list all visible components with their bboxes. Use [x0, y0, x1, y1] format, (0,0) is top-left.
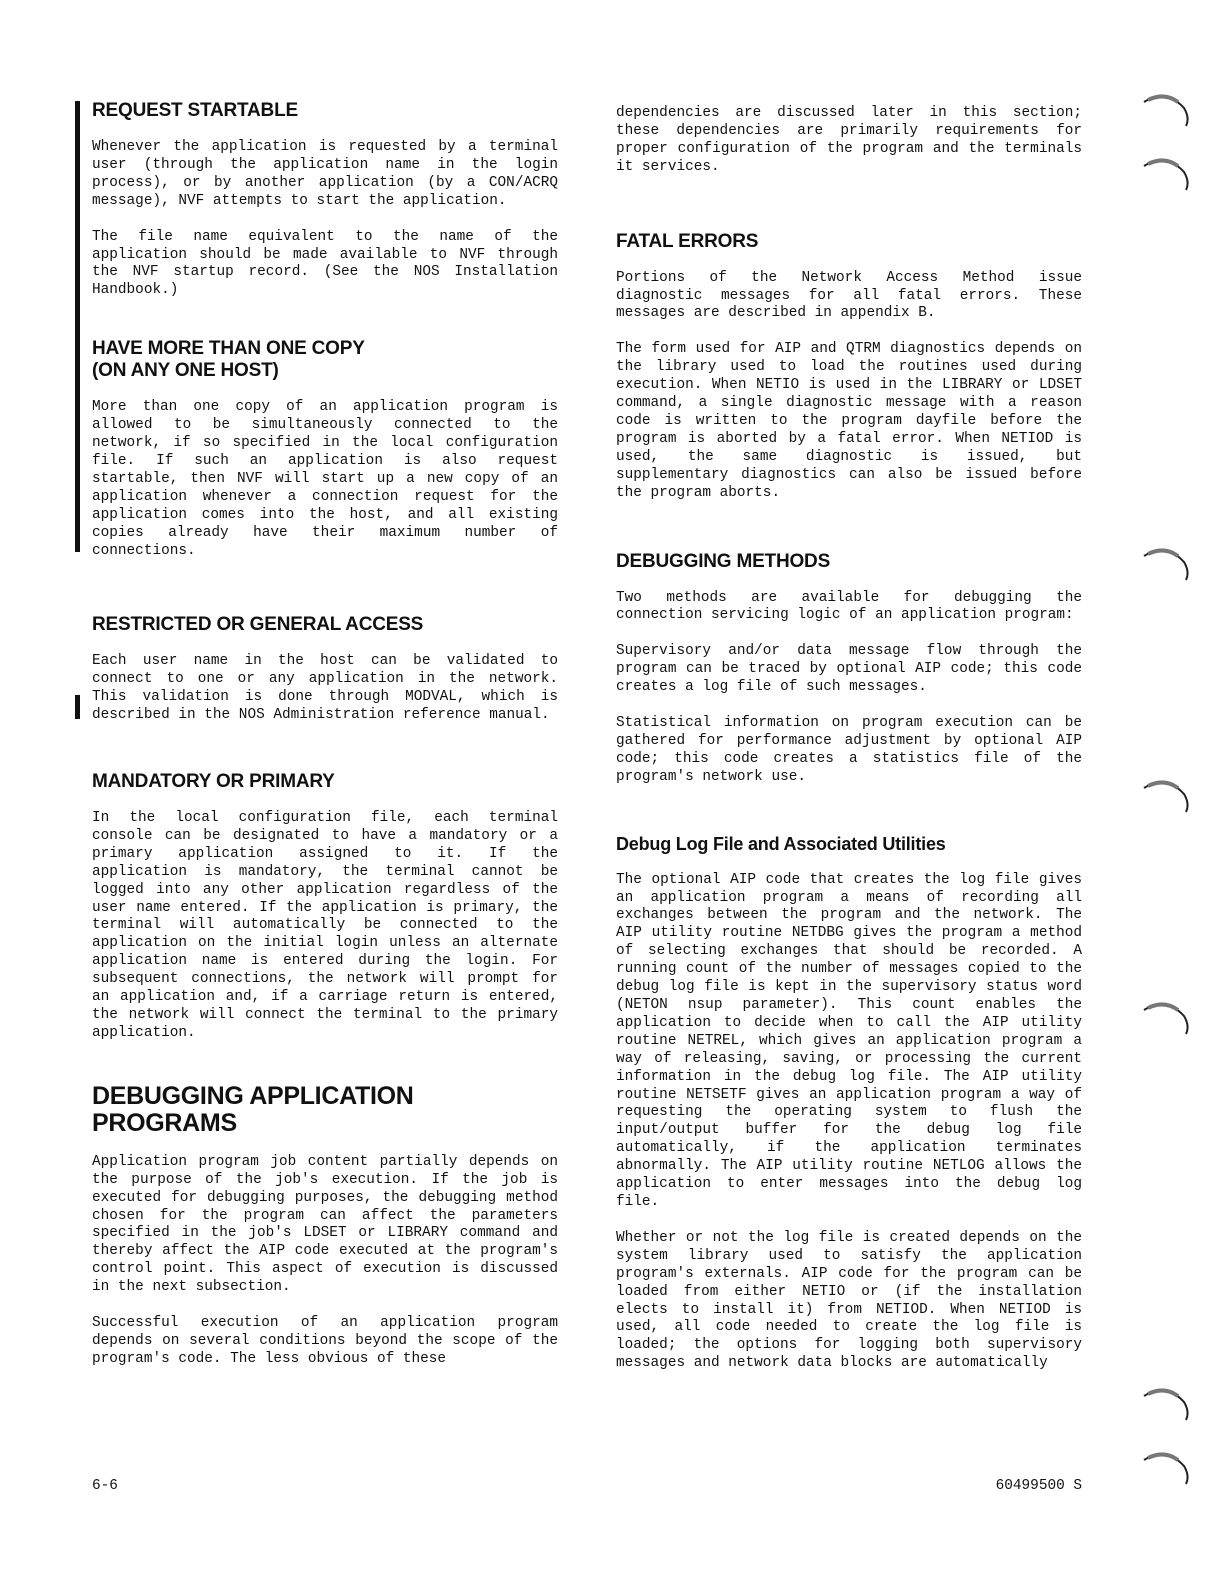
heading-line: (ON ANY ONE HOST): [92, 360, 279, 382]
paragraph: Application program job content partially depends on the purpose of the job's execution. If the job is executed for debugging purposes, the debugging method chosen for the program can affect the parameters specified in the job's LDSET or LIBRARY command and thereby affect the AIP code executed at the program's control point. This aspect of execution is discussed in the next subsection.: [92, 1153, 558, 1296]
subsection-heading-debug-log-file: Debug Log File and Associated Utilities: [616, 833, 946, 854]
punch-hole-mark-icon: [1140, 774, 1190, 816]
paragraph: The file name equivalent to the name of the application should be made available to NVF through the NVF startup record. (See the NOS Installation Handbook.): [92, 228, 558, 299]
punch-hole-mark-icon: [1140, 1446, 1190, 1488]
page-number: 6-6: [92, 1478, 118, 1494]
punch-hole-mark-icon: [1140, 152, 1190, 194]
paragraph: The optional AIP code that creates the log file gives an application program a means of recording all exchanges between the program and the network. The AIP utility routine NETDBG gives the program a method of selecting exchanges that should be recorded. A running count of the number of messages copied to the debug log file is kept in the supervisory status word (NETON nsup parameter). This count enables the application to decide when to call the AIP utility routine NETREL, which gives an application program a way of releasing, saving, or processing the current information in the debug log file. The AIP utility routine NETSETF gives an application program a way of requesting the operating system to flush the input/output buffer for the debug log file automatically, if the application terminates abnormally. The AIP utility routine NETLOG allows the application to enter messages into the debug log file.: [616, 871, 1082, 1210]
list-item: Supervisory and/or data message flow through the program can be traced by optional AIP code; this code creates a log file of such messages.: [616, 643, 1082, 696]
list-item: Statistical information on program execution can be gathered for performance adjustment by optional AIP code; this code creates a statistics file of the program's network use.: [616, 715, 1082, 785]
paragraph: More than one copy of an application program is allowed to be simultaneously connected to the network, if so specified in the local configuration file. If such an application is also request startable, then NVF will start up a new copy of an application whenever a connection request for the application comes into the host, and all existing copies already have their maximum number of connections.: [92, 399, 558, 559]
heading-line: HAVE MORE THAN ONE COPY: [92, 338, 365, 360]
major-heading-debugging-application-programs: [92, 1083, 558, 1137]
paragraph: Successful execution of an application program depends on several conditions beyond the scope of the program's code. The less obvious of these: [92, 1315, 558, 1367]
change-bar-top: [75, 101, 80, 552]
paragraph: Whenever the application is requested by a terminal user (through the application name in the login process), or by another application (by a CON/ACRQ message), NVF attempts to start the application.: [92, 139, 558, 209]
paragraph: dependencies are discussed later in this section; these dependencies are primarily requirements for proper configuration of the program and the terminals it services.: [616, 105, 1082, 175]
document-number: 60499500 S: [995, 1478, 1082, 1494]
punch-hole-mark-icon: [1140, 996, 1190, 1038]
section-heading-request-startable: REQUEST STARTABLE: [92, 100, 298, 121]
paragraph: Portions of the Network Access Method issue diagnostic messages for all fatal errors. These messages are described in appendix B.: [616, 269, 1082, 322]
section-heading-mandatory-or-primary: MANDATORY OR PRIMARY: [92, 771, 335, 793]
punch-hole-mark-icon: [1140, 1382, 1190, 1424]
paragraph: Each user name in the host can be validated to connect to one or any application in the network. This validation is done through MODVAL, which is described in the NOS Administration reference manual.: [92, 653, 558, 724]
paragraph: The form used for AIP and QTRM diagnostics depends on the library used to load the routines used during execution. When NETIO is used in the LIBRARY or LDSET command, a single diagnostic message with a reason code is written to the program dayfile before the program is aborted by a fatal error. When NETIOD is used, the same diagnostic is issued, but supplementary diagnostics can also be issued before the program aborts.: [616, 341, 1082, 501]
section-heading-fatal-errors: FATAL ERRORS: [616, 230, 759, 252]
paragraph: Two methods are available for debugging the connection servicing logic of an application program:: [616, 589, 1082, 624]
section-heading-restricted-access: RESTRICTED OR GENERAL ACCESS: [92, 614, 424, 636]
section-heading-more-than-one-copy: [92, 338, 558, 382]
left-column: [92, 100, 558, 1369]
punch-hole-mark-icon: [1140, 542, 1190, 584]
change-bar-middle: [75, 695, 80, 719]
paragraph: In the local configuration file, each terminal console can be designated to have a mandatory or a primary application assigned to it. If the application is mandatory, the terminal cannot be logged into any other application regardless of the user name entered. If the application is primary, the terminal will automatically be connected to the application on the initial login unless an alternate application name is entered during the login. For subsequent connections, the network will prompt for an application and, if a carriage return is entered, the network will connect the terminal to the primary application.: [92, 810, 558, 1041]
heading-line: DEBUGGING APPLICATION: [92, 1081, 414, 1110]
punch-hole-mark-icon: [1140, 88, 1190, 130]
heading-line: PROGRAMS: [92, 1108, 237, 1137]
section-heading-debugging-methods: DEBUGGING METHODS: [616, 550, 831, 572]
right-column: [616, 100, 1082, 1373]
paragraph: Whether or not the log file is created depends on the system library used to satisfy the application program's externals. AIP code for the program can be loaded from either NETIO or (if the installation elects to install it) from NETIOD. When NETIOD is used, all code needed to create the log file is loaded; the options for logging both supervisory messages and network data blocks are automatically: [616, 1229, 1082, 1372]
